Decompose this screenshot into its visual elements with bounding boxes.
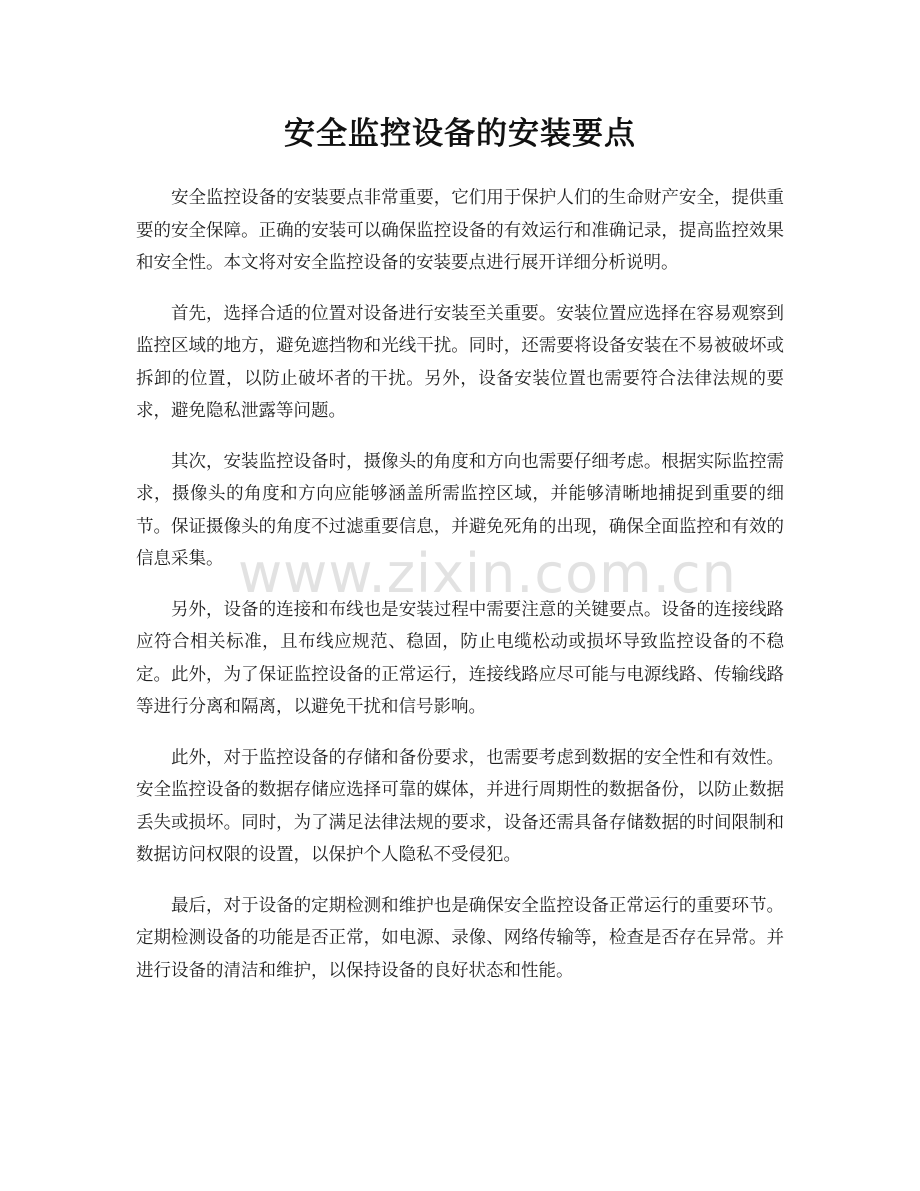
page-title: 安全监控设备的安装要点	[284, 116, 636, 152]
document-body	[136, 182, 784, 1005]
paragraph-intro: 安全监控设备的安装要点非常重要，它们用于保护人们的生命财产安全，提供重要的安全保障。正确的安装可以确保监控设备的有效运行和准确记录，提高监控效果和安全性。本文将对安全监控设备的安装要点进行展开详细分析说明。	[136, 188, 784, 273]
paragraph-storage: 此外，对于监控设备的存储和备份要求，也需要考虑到数据的安全性和有效性。安全监控设备的数据存储应选择可靠的媒体，并进行周期性的数据备份，以防止数据丢失或损坏。同时，为了满足法律法规的要求，设备还需具备存储数据的时间限制和数据访问权限的设置，以保护个人隐私不受侵犯。	[136, 747, 784, 865]
paragraph-wiring: 另外，设备的连接和布线也是安装过程中需要注意的关键要点。设备的连接线路应符合相关标准，且布线应规范、稳固，防止电缆松动或损坏导致监控设备的不稳定。此外，为了保证监控设备的正常运行，连接线路应尽可能与电源线路、传输线路等进行分离和隔离，以避免干扰和信号影响。	[136, 599, 784, 717]
watermark: www.zixin.com.cn	[238, 542, 737, 605]
paragraph-location: 首先，选择合适的位置对设备进行安装至关重要。安装位置应选择在容易观察到监控区域的地方，避免遮挡物和光线干扰。同时，还需要将设备安装在不易被破坏或拆卸的位置，以防止破坏者的干扰。另外，设备安装位置也需要符合法律法规的要求，避免隐私泄露等问题。	[136, 303, 784, 421]
paragraph-camera-angle: 其次，安装监控设备时，摄像头的角度和方向也需要仔细考虑。根据实际监控需求，摄像头的角度和方向应能够涵盖所需监控区域，并能够清晰地捕捉到重要的细节。保证摄像头的角度不过滤重要信息，并避免死角的出现，确保全面监控和有效的信息采集。	[136, 451, 784, 569]
paragraph-maintenance: 最后，对于设备的定期检测和维护也是确保安全监控设备正常运行的重要环节。定期检测设备的功能是否正常，如电源、录像、网络传输等，检查是否存在异常。并进行设备的清洁和维护，以保持设备的良好状态和性能。	[136, 895, 784, 981]
